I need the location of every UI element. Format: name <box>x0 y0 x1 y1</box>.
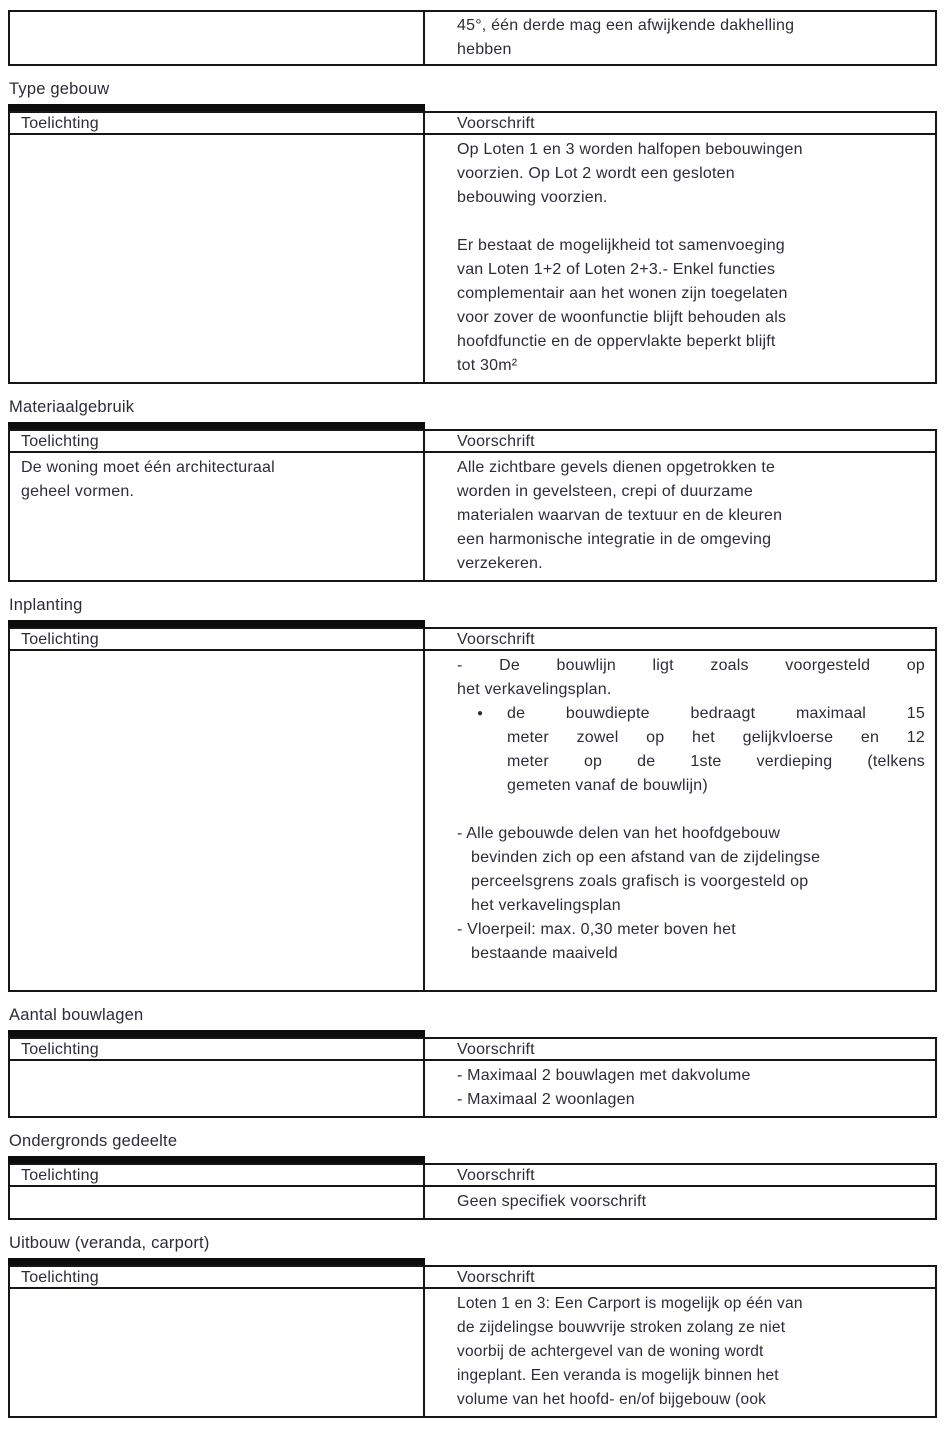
text-line: verzekeren. <box>457 555 543 572</box>
text-line: volume van het hoofd- en/of bijgebouw (ook <box>457 1391 767 1408</box>
text-line: voorzien. Op Lot 2 wordt een gesloten <box>457 165 735 182</box>
text-line: worden in gevelsteen, crepi of duurzame <box>457 483 753 500</box>
section-heading: Aantal bouwlagen <box>9 1006 144 1024</box>
text-line: hebben <box>457 41 512 58</box>
rules-table <box>8 429 937 582</box>
voorschrift-cell <box>425 1187 935 1218</box>
toelichting-cell <box>10 135 425 382</box>
rules-table <box>8 1265 937 1418</box>
text-line: ingeplant. Een veranda is mogelijk binnen het <box>457 1367 779 1384</box>
text-line: het verkavelingsplan <box>471 897 621 914</box>
section-heading: Uitbouw (veranda, carport) <box>9 1234 210 1252</box>
text-line: complementair aan het wonen zijn toegelaten <box>457 285 788 302</box>
section-materiaalgebruik <box>8 398 937 582</box>
text-line: - Maximaal 2 woonlagen <box>457 1091 635 1108</box>
toelichting-header: Toelichting <box>10 1267 425 1289</box>
toelichting-header: Toelichting <box>10 113 425 135</box>
voorschrift-header: Voorschrift <box>425 1039 935 1061</box>
voorschrift-header: Voorschrift <box>425 113 935 135</box>
text-line: tot 30m² <box>457 357 518 374</box>
text-line: meter zowel op het gelijkvloerse en 12 <box>507 729 925 746</box>
text-line: van Loten 1+2 of Loten 2+3.- Enkel functies <box>457 261 776 278</box>
voorschrift-cell <box>425 135 935 382</box>
heading-bar <box>8 422 425 429</box>
voorschrift-header: Voorschrift <box>425 629 935 651</box>
text-line: gemeten vanaf de bouwlijn) <box>507 777 708 794</box>
text-line: bebouwing voorzien. <box>457 189 608 206</box>
toelichting-cell <box>10 453 425 580</box>
text-line: materialen waarvan de textuur en de kleuren <box>457 507 783 524</box>
voorschrift-header: Voorschrift <box>425 431 935 453</box>
toelichting-cell <box>10 1061 425 1116</box>
section-uitbouw <box>8 1234 937 1418</box>
rules-table <box>8 1163 937 1220</box>
voorschrift-cell <box>425 1289 935 1416</box>
voorschrift-header: Voorschrift <box>425 1165 935 1187</box>
text-line: - Maximaal 2 bouwlagen met dakvolume <box>457 1067 751 1084</box>
section-type-gebouw <box>8 80 937 384</box>
text-line: De woning moet één architecturaal <box>21 459 275 476</box>
heading-bar <box>8 1156 425 1163</box>
text-line: Loten 1 en 3: Een Carport is mogelijk op één van <box>457 1295 803 1312</box>
voorschrift-header: Voorschrift <box>425 1267 935 1289</box>
text-line: voorbij de achtergevel van de woning wordt <box>457 1343 764 1360</box>
text-line: - De bouwlijn ligt zoals voorgesteld op <box>457 657 925 674</box>
rules-table <box>8 627 937 992</box>
toelichting-cell <box>10 651 425 990</box>
continued-table <box>8 10 937 66</box>
voorschrift-cell <box>425 1061 935 1116</box>
section-heading: Inplanting <box>9 596 83 614</box>
text-line: meter op de 1ste verdieping (telkens <box>507 753 925 770</box>
text-line: - Vloerpeil: max. 0,30 meter boven het <box>457 921 736 938</box>
heading-bar <box>8 104 425 111</box>
text-line: ● de bouwdiepte bedraagt maximaal 15 <box>457 702 925 726</box>
section-heading: Materiaalgebruik <box>9 398 135 416</box>
text-line: 45°, één derde mag een afwijkende dakhelling <box>457 17 795 34</box>
voorschrift-cell <box>425 12 935 64</box>
toelichting-cell <box>10 12 425 64</box>
toelichting-header: Toelichting <box>10 431 425 453</box>
voorschrift-cell <box>425 651 935 990</box>
text-line: Op Loten 1 en 3 worden halfopen bebouwingen <box>457 141 803 158</box>
text-line: een harmonische integratie in de omgeving <box>457 531 772 548</box>
toelichting-header: Toelichting <box>10 1039 425 1061</box>
text-line: Er bestaat de mogelijkheid tot samenvoeging <box>457 237 785 254</box>
text-line: hoofdfunctie en de oppervlakte beperkt blijft <box>457 333 776 350</box>
text-line: het verkavelingsplan. <box>457 681 612 698</box>
text-line <box>457 210 925 234</box>
voorschrift-cell <box>425 453 935 580</box>
section-ondergronds-gedeelte <box>8 1132 937 1220</box>
heading-bar <box>8 620 425 627</box>
toelichting-cell <box>10 1187 425 1218</box>
toelichting-cell <box>10 1289 425 1416</box>
text-line: geheel vormen. <box>21 483 135 500</box>
text-line: Geen specifiek voorschrift <box>457 1193 647 1210</box>
text-line: Alle zichtbare gevels dienen opgetrokken te <box>457 459 776 476</box>
rules-table <box>8 111 937 384</box>
section-aantal-bouwlagen <box>8 1006 937 1118</box>
heading-bar <box>8 1258 425 1265</box>
text-line: bestaande maaiveld <box>471 945 618 962</box>
text-line: bevinden zich op een afstand van de zijdelingse <box>471 849 821 866</box>
rules-table <box>8 1037 937 1118</box>
section-inplanting <box>8 596 937 992</box>
toelichting-header: Toelichting <box>10 1165 425 1187</box>
toelichting-header: Toelichting <box>10 629 425 651</box>
text-line: - Alle gebouwde delen van het hoofdgebouw <box>457 825 781 842</box>
text-line: perceelsgrens zoals grafisch is voorgesteld op <box>471 873 809 890</box>
text-line: de zijdelingse bouwvrije stroken zolang ze niet <box>457 1319 786 1336</box>
text-line: voor zover de woonfunctie blijft behouden als <box>457 309 787 326</box>
section-heading: Type gebouw <box>9 80 110 98</box>
section-heading: Ondergronds gedeelte <box>9 1132 178 1150</box>
heading-bar <box>8 1030 425 1037</box>
text-line <box>457 798 925 822</box>
